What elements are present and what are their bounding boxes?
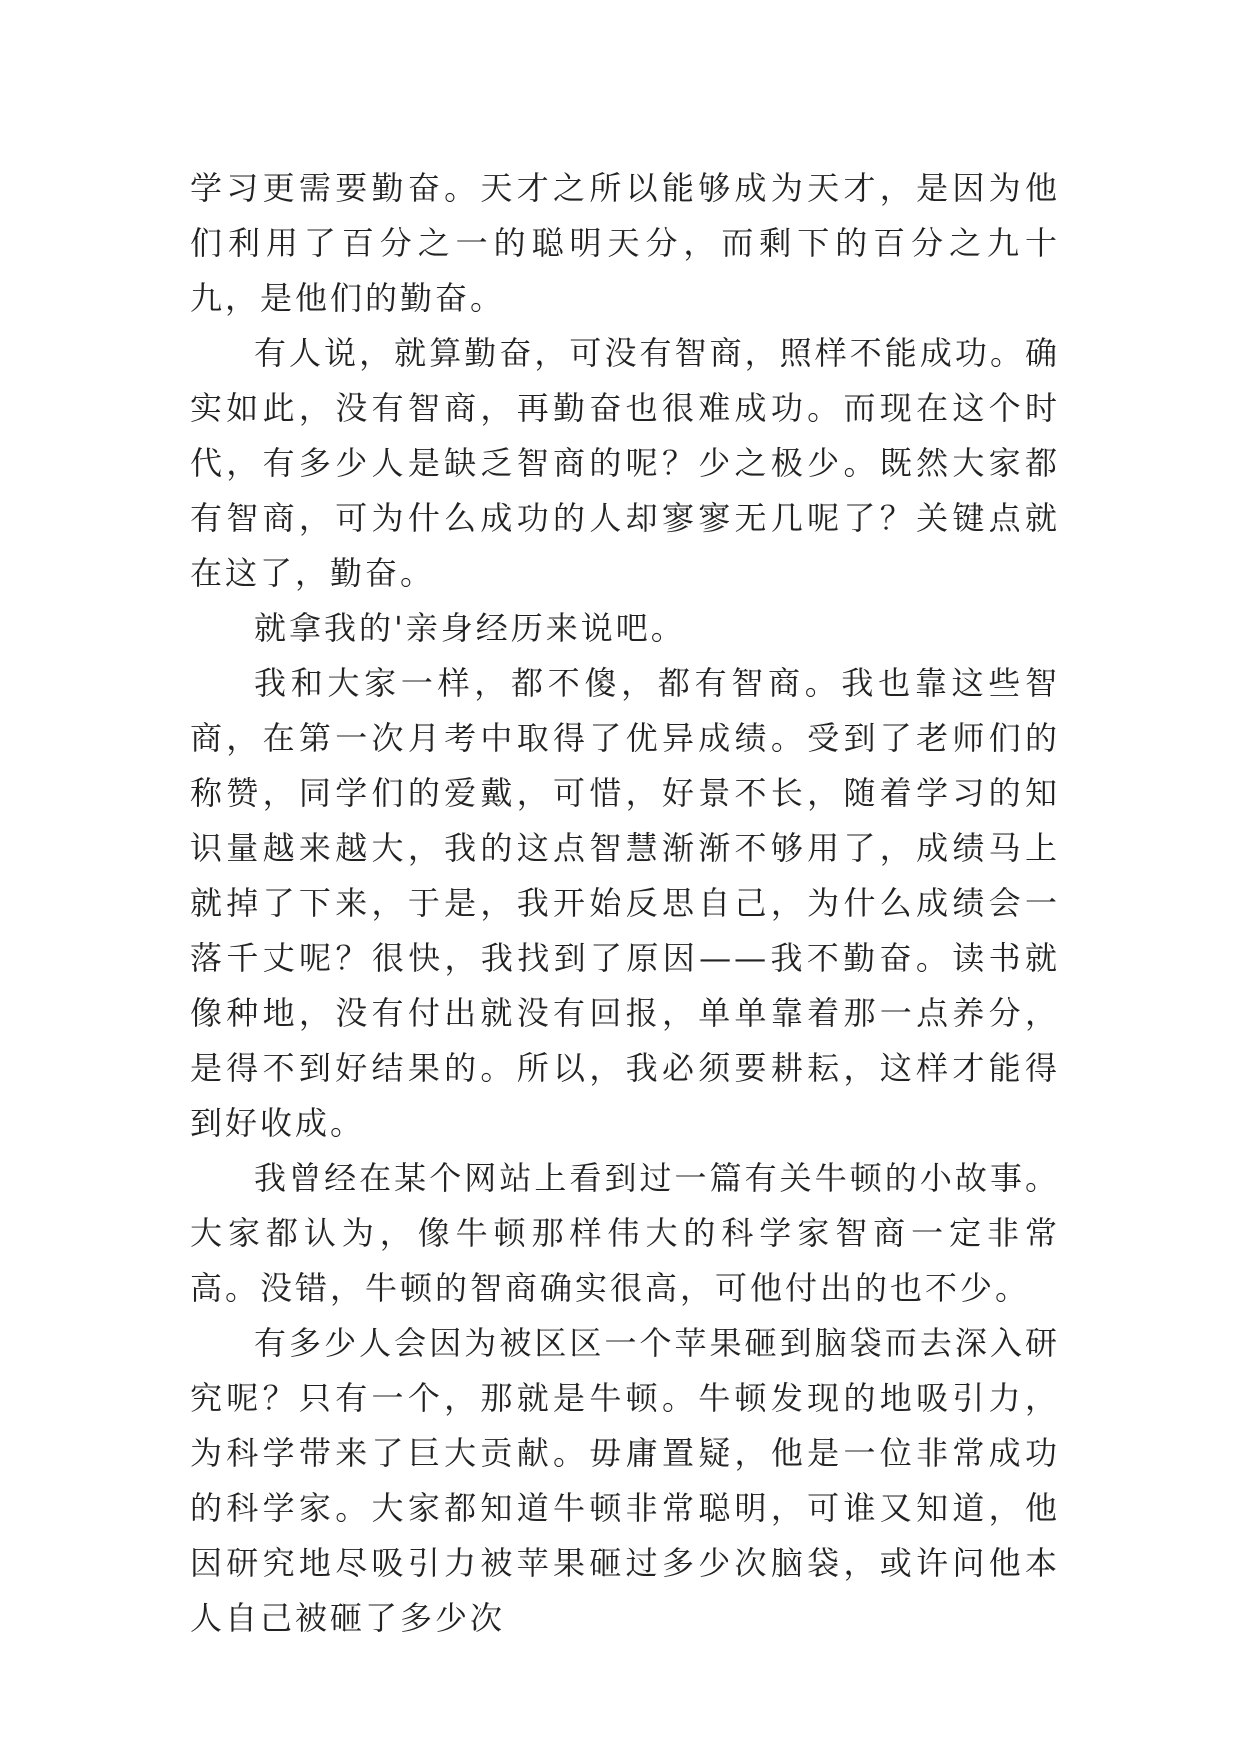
- document-body: [190, 161, 1060, 1646]
- paragraph-2: 有人说，就算勤奋，可没有智商，照样不能成功。确实如此，没有智商，再勤奋也很难成功。而现在这个时代，有多少人是缺乏智商的呢？少之极少。既然大家都有智商，可为什么成功的人却寥寥无几呢了？关键点就在这了，勤奋。: [190, 334, 1060, 592]
- paragraph-1: 学习更需要勤奋。天才之所以能够成为天才，是因为他们利用了百分之一的聪明天分，而剩下的百分之九十九，是他们的勤奋。: [190, 169, 1060, 317]
- paragraph-6: 有多少人会因为被区区一个苹果砸到脑袋而去深入研究呢？只有一个，那就是牛顿。牛顿发现的地吸引力，为科学带来了巨大贡献。毋庸置疑，他是一位非常成功的科学家。大家都知道牛顿非常聪明，可谁又知道，他因研究地尽吸引力被苹果砸过多少次脑袋，或许问他本人自己被砸了多少次: [190, 1324, 1060, 1637]
- paragraph-4: 我和大家一样，都不傻，都有智商。我也靠这些智商，在第一次月考中取得了优异成绩。受到了老师们的称赞，同学们的爱戴，可惜，好景不长，随着学习的知识量越来越大，我的这点智慧渐渐不够用了，成绩马上就掉了下来，于是，我开始反思自己，为什么成绩会一落千丈呢？很快，我找到了原因——我不勤奋。读书就像种地，没有付出就没有回报，单单靠着那一点养分，是得不到好结果的。所以，我必须要耕耘，这样才能得到好收成。: [190, 664, 1060, 1142]
- paragraph-3: 就拿我的'亲身经历来说吧。: [254, 609, 686, 647]
- paragraph-5: 我曾经在某个网站上看到过一篇有关牛顿的小故事。大家都认为，像牛顿那样伟大的科学家智商一定非常高。没错，牛顿的智商确实很高，可他付出的也不少。: [190, 1159, 1060, 1307]
